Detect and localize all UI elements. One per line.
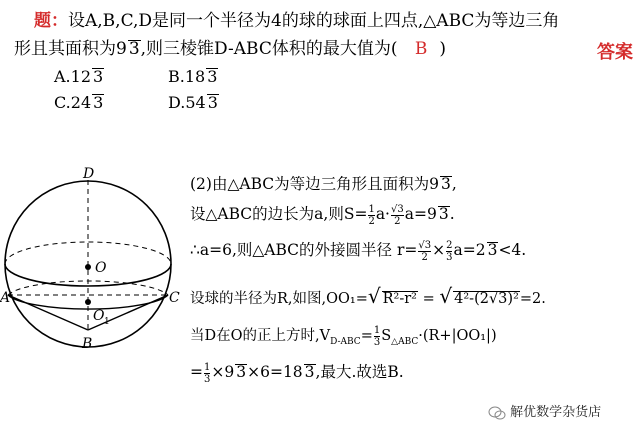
sqrt-3: 3 bbox=[128, 39, 140, 59]
solution-line-6: = $\frac{1}{3}$ ×9 3×6=18 3,最大.故选B. bbox=[190, 361, 404, 385]
question-text-2c: ) bbox=[439, 39, 447, 59]
option-a: A.12 3 bbox=[54, 67, 104, 86]
label-o: O bbox=[95, 260, 107, 276]
label-d: D bbox=[83, 166, 95, 182]
question-label: 题： bbox=[34, 11, 68, 31]
solution-line-5: 当D在O的正上方时$,V_{D-ABC}=$ $\frac{1}{3}$ $S_{\triangle ABC}\cdot(R+|OO_1|)$ bbox=[190, 324, 497, 348]
option-d: D.54 3 bbox=[168, 93, 218, 112]
label-c: C bbox=[169, 290, 180, 306]
solution-line-4: 设球的半径为R,如图,OO₁=√ R²-r² = √ 4²-(2√3)²=2. bbox=[190, 284, 546, 308]
solution-line-1: (2)由△ABC为等边三角形且面积为9 3, bbox=[190, 175, 457, 193]
solution-line-3: ∴a=6,则△ABC的外接圆半径 r= $\frac{√3}{2}$ × $\frac{2}{3}$ a=2 3<4. bbox=[190, 239, 527, 263]
question-text-2b: ,则三棱锥D-ABC体积的最大值为( bbox=[140, 39, 398, 59]
answer-tag: 答案 bbox=[597, 42, 633, 63]
question-text-2a: 形且其面积为9 bbox=[14, 39, 127, 59]
solution-line-2: 设△ABC的边长为a,则S= $\frac{1}{2}$ a· $\frac{√3}{2}$ a=9 3. bbox=[190, 203, 455, 227]
watermark-text: 解优数学杂货店 bbox=[510, 405, 602, 420]
label-b: B bbox=[82, 336, 93, 352]
question-line-2 bbox=[14, 38, 446, 60]
question-line-1 bbox=[34, 10, 559, 32]
option-c: C.24 3 bbox=[54, 93, 104, 112]
watermark bbox=[488, 401, 601, 420]
sphere-figure bbox=[0, 160, 190, 355]
wechat-icon bbox=[488, 406, 506, 420]
label-o1-sub: 1 bbox=[104, 317, 110, 327]
label-a: A bbox=[0, 290, 11, 306]
point-o bbox=[85, 264, 91, 270]
point-o1 bbox=[85, 299, 91, 305]
answer-letter: B bbox=[414, 39, 428, 59]
option-b: B.18 3 bbox=[168, 67, 218, 86]
question-text-1: 设A,B,C,D是同一个半径为4的球的球面上四点,△ABC为等边三角 bbox=[68, 11, 560, 31]
label-o1: O bbox=[93, 308, 105, 324]
